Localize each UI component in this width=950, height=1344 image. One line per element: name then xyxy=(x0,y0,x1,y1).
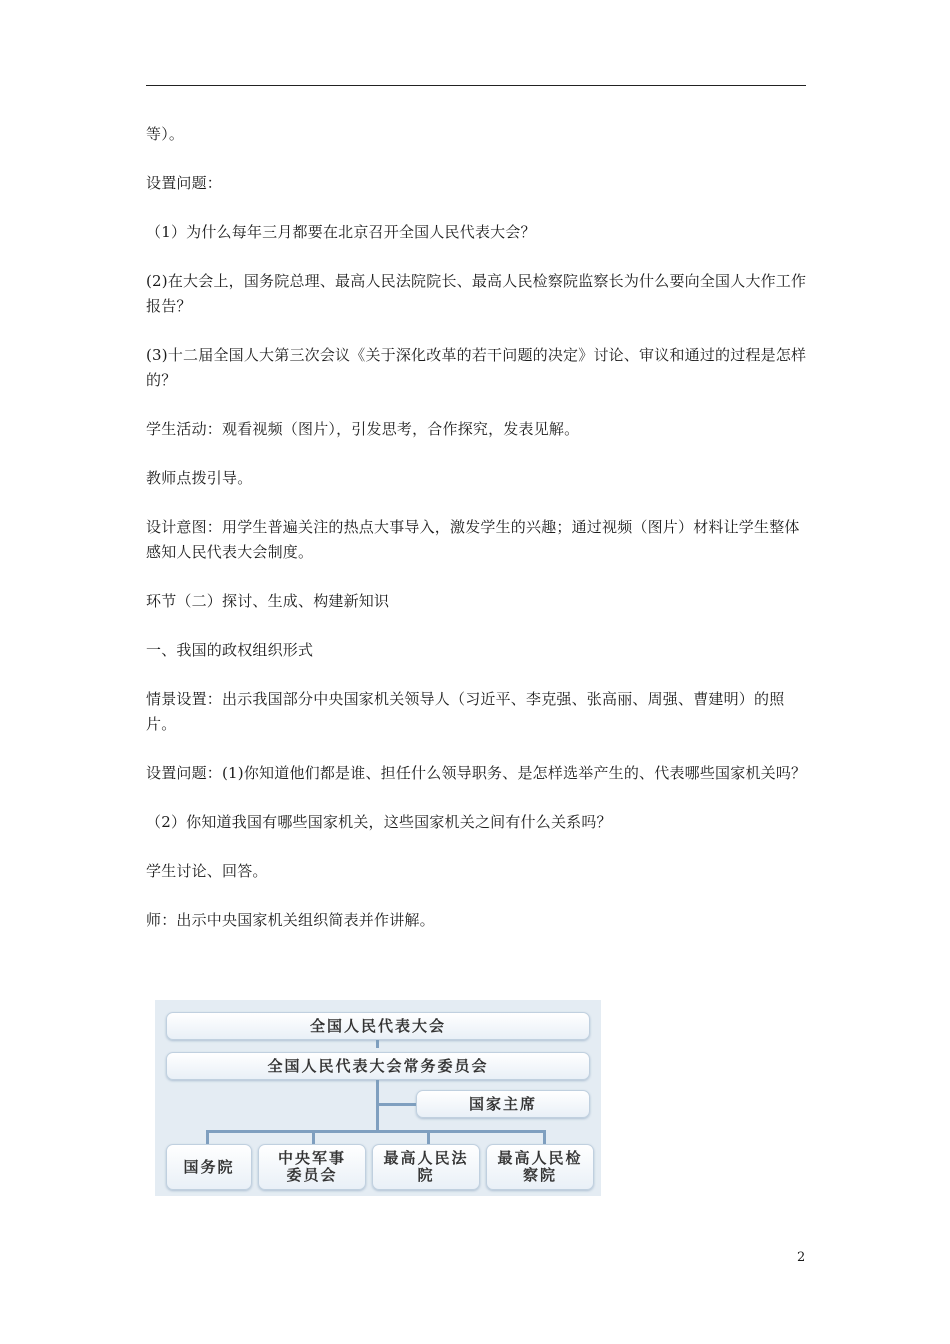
connector-line xyxy=(376,1080,379,1132)
connector-line xyxy=(427,1130,430,1144)
paragraph: （2）你知道我国有哪些国家机关，这些国家机关之间有什么关系吗？ xyxy=(146,813,612,831)
header-rule xyxy=(146,85,806,86)
paragraph: (3)十二届全国人大第三次会议《关于深化改革的若干问题的决定》讨论、审议和通过的过程是怎样的？ xyxy=(146,346,807,389)
connector-line xyxy=(206,1130,209,1144)
connector-line xyxy=(312,1130,315,1144)
node-supreme-court: 最高人民法院 xyxy=(372,1144,480,1190)
paragraph: （1）为什么每年三月都要在北京召开全国人民代表大会？ xyxy=(146,223,536,241)
connector-line xyxy=(543,1130,546,1144)
page-number: 2 xyxy=(797,1250,806,1265)
paragraph: 设置问题：(1)你知道他们都是谁、担任什么领导职务、是怎样选举产生的、代表哪些国家机关吗？ xyxy=(146,764,807,782)
paragraph: 学生讨论、回答。 xyxy=(146,862,268,880)
node-president: 国家主席 xyxy=(416,1090,590,1118)
org-chart xyxy=(155,1000,601,1196)
paragraph: 等）。 xyxy=(146,125,185,143)
node-npc-standing-committee: 全国人民代表大会常务委员会 xyxy=(166,1052,590,1080)
paragraph: 师：出示中央国家机关组织简表并作讲解。 xyxy=(146,911,435,929)
subsection-heading: 一、我国的政权组织形式 xyxy=(146,641,314,659)
node-military-commission: 中央军事委员会 xyxy=(258,1144,366,1190)
paragraph: 设计意图：用学生普遍关注的热点大事导入，激发学生的兴趣；通过视频（图片）材料让学生整体感知人民代表大会制度。 xyxy=(146,518,800,561)
paragraph: 设置问题： xyxy=(146,174,223,192)
paragraph: (2)在大会上，国务院总理、最高人民法院院长、最高人民检察院监察长为什么要向全国人大作工作报告？ xyxy=(146,272,807,315)
paragraph: 教师点拨引导。 xyxy=(146,469,253,487)
node-supreme-procuratorate: 最高人民检察院 xyxy=(486,1144,594,1190)
section-heading: 环节（二）探讨、生成、构建新知识 xyxy=(146,592,390,610)
node-state-council: 国务院 xyxy=(166,1144,252,1190)
connector-line xyxy=(378,1103,418,1106)
connector-line xyxy=(206,1130,546,1133)
document-body xyxy=(146,122,810,957)
paragraph: 情景设置：出示我国部分中央国家机关领导人（习近平、李克强、张高丽、周强、曹建明）的照片。 xyxy=(146,690,785,733)
paragraph: 学生活动：观看视频（图片），引发思考，合作探究，发表见解。 xyxy=(146,420,580,438)
node-npc: 全国人民代表大会 xyxy=(166,1012,590,1040)
